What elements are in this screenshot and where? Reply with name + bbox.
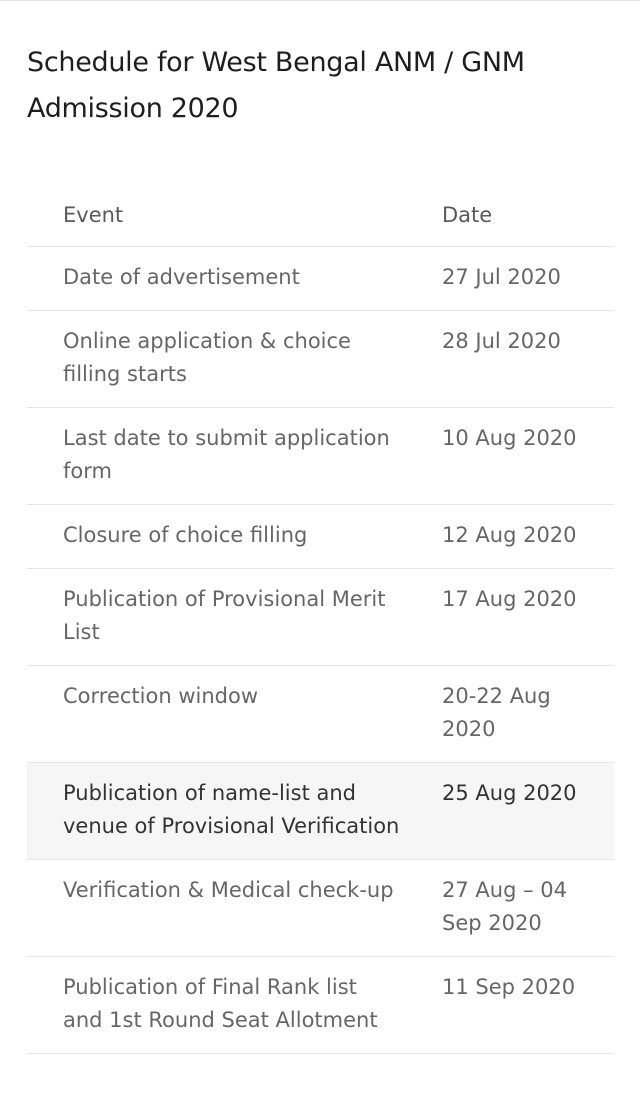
table-row xyxy=(27,505,614,569)
table-row xyxy=(27,408,614,505)
table-row xyxy=(27,311,614,408)
event-cell: Online application & choice filling starts xyxy=(27,311,442,408)
event-cell: Closure of choice filling xyxy=(27,505,442,569)
page-title: Schedule for West Bengal ANM / GNM Admission 2020 xyxy=(27,47,525,124)
date-cell: 17 Aug 2020 xyxy=(442,569,614,666)
table-header-row xyxy=(27,185,614,247)
table-row xyxy=(27,957,614,1054)
date-cell: 27 Aug – 04 Sep 2020 xyxy=(442,860,614,957)
date-cell: 11 Sep 2020 xyxy=(442,957,614,1054)
date-cell: 12 Aug 2020 xyxy=(442,505,614,569)
event-cell: Publication of Provisional Merit List xyxy=(27,569,442,666)
date-cell: 28 Jul 2020 xyxy=(442,311,614,408)
top-divider xyxy=(0,0,640,1)
event-cell: Publication of Final Rank list and 1st Round Seat Allotment xyxy=(27,957,442,1054)
event-cell: Publication of name-list and venue of Provisional Verification xyxy=(27,763,442,860)
column-header-event: Event xyxy=(27,185,442,247)
event-cell: Date of advertisement xyxy=(27,247,442,311)
table-row xyxy=(27,569,614,666)
date-cell: 10 Aug 2020 xyxy=(442,408,614,505)
date-cell: 20-22 Aug 2020 xyxy=(442,666,614,763)
schedule-table xyxy=(27,185,614,1054)
event-cell: Last date to submit application form xyxy=(27,408,442,505)
table-row-highlighted xyxy=(27,763,614,860)
event-cell: Correction window xyxy=(27,666,442,763)
column-header-date: Date xyxy=(442,185,614,247)
table-row xyxy=(27,247,614,311)
event-cell: Verification & Medical check-up xyxy=(27,860,442,957)
table-row xyxy=(27,666,614,763)
date-cell: 25 Aug 2020 xyxy=(442,763,614,860)
date-cell: 27 Jul 2020 xyxy=(442,247,614,311)
table-row xyxy=(27,860,614,957)
